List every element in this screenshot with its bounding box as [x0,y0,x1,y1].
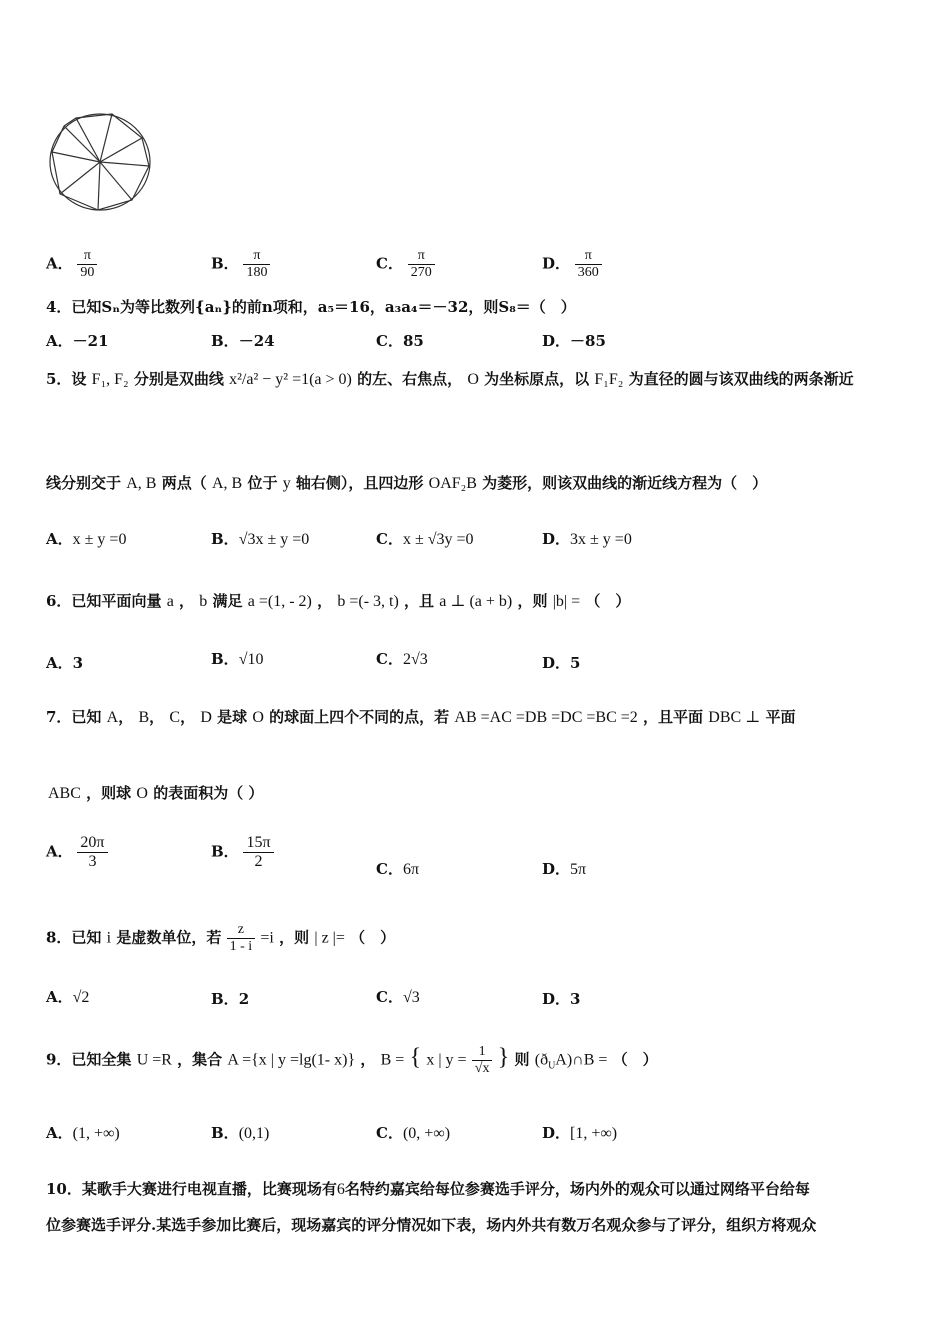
q8-option-d[interactable]: D．3 [542,990,581,1008]
q7-stem-line2: ABC ，则球 O 的表面积为（ ） [48,784,264,802]
q4-option-a[interactable]: A．－21 [46,332,109,350]
q8-option-a[interactable]: A．√2 [46,988,90,1006]
q3-option-d[interactable]: D． $\frac{\pi}{360}$ [542,248,602,281]
circle-sectors-figure [46,110,156,214]
q3-options [46,238,906,278]
q5-option-c[interactable]: C．x ± √3y =0 [376,530,474,548]
q9-option-b[interactable]: B．(0,1) [211,1124,270,1142]
q8-option-b[interactable]: B．2 [211,990,250,1008]
fraction: $\frac{\pi}{270}$ [408,248,435,281]
q5-option-b[interactable]: B．√3x ± y =0 [211,530,310,548]
fraction: $\frac{\pi}{180}$ [243,248,270,281]
q7-option-a[interactable]: A． $\frac{20\pi}{3}$ [46,834,108,871]
q9-stem: 9．已知全集 U =R ，集合 A ={x | y =lg(1- x)} ， B = { x | y = $\frac{1}{√x}$ } 则 $(ð_UA)\cap B$ = （ ） [46,1044,658,1076]
q8-stem: 8．已知 i 是虚数单位，若 $\frac{z}{1 - i}$ =i ，则 | z |= （ ） [46,922,396,954]
q9-option-d[interactable]: D．[1, +∞) [542,1124,618,1142]
q5-stem-line1: 5．设 F₁, F₂ 分别是双曲线 x²/a² − y² =1(a > 0) 的左、右焦点， O 为坐标原点，以 F₁F₂ 为直径的圆与该双曲线的两条渐近 [46,370,854,388]
q7-option-d[interactable]: D．5π [542,860,587,878]
q7-option-b[interactable]: B． $\frac{15\pi}{2}$ [211,834,274,871]
q3-option-c[interactable]: C． $\frac{\pi}{270}$ [376,248,435,281]
q8-option-c[interactable]: C．√3 [376,988,420,1006]
q4-option-c[interactable]: C．85 [376,332,424,350]
q7-stem-line1: 7．已知 A， B， C， D 是球 O 的球面上四个不同的点，若 AB =AC =DB =DC =BC =2 ，且平面 DBC ⊥ 平面 [46,708,796,726]
q6-option-d[interactable]: D．5 [542,654,581,672]
q9-option-a[interactable]: A．(1, +∞) [46,1124,120,1142]
q7-option-c[interactable]: C．6π [376,860,420,878]
q6-option-c[interactable]: C．2√3 [376,650,428,668]
q5-option-a[interactable]: A．x ± y =0 [46,530,127,548]
fraction: $\frac{\pi}{360}$ [575,248,602,281]
q6-option-b[interactable]: B．√10 [211,650,264,668]
q10-stem-line1: 10．某歌手大赛进行电视直播，比赛现场有6名特约嘉宾给每位参赛选手评分，场内外的观众可以通过网络平台给每 [46,1180,810,1198]
q3-option-b[interactable]: B． $\frac{\pi}{180}$ [211,248,270,281]
q3-option-a[interactable]: A． $\frac{\pi}{90}$ [46,248,97,281]
q9-option-c[interactable]: C．(0, +∞) [376,1124,451,1142]
q6-option-a[interactable]: A．3 [46,654,84,672]
q5-option-d[interactable]: D．3x ± y =0 [542,530,632,548]
q4-option-b[interactable]: B．－24 [211,332,275,350]
q6-stem: 6．已知平面向量 a ， b 满足 a =(1, - 2) ， b =(- 3, t) ，且 a ⊥ (a + b) ，则 |b| = （ ） [46,592,631,610]
hyperbola-equation: x²/a² − y² =1(a > 0) [229,371,352,388]
q4-option-d[interactable]: D．－85 [542,332,606,350]
fraction: $\frac{\pi}{90}$ [77,248,97,281]
q5-stem-line2: 线分别交于 A, B 两点（ A, B 位于 y 轴右侧），且四边形 OAF₂B 为菱形，则该双曲线的渐近线方程为（ ） [46,474,768,492]
q10-stem-line2: 位参赛选手评分.某选手参加比赛后，现场嘉宾的评分情况如下表，场内外共有数万名观众参与了评分，组织方将观众 [46,1216,817,1234]
q4-stem: 4．已知Sₙ为等比数列{aₙ}的前n项和，a₅＝16，a₃a₄＝－32，则S₈＝（ ） [46,298,576,316]
